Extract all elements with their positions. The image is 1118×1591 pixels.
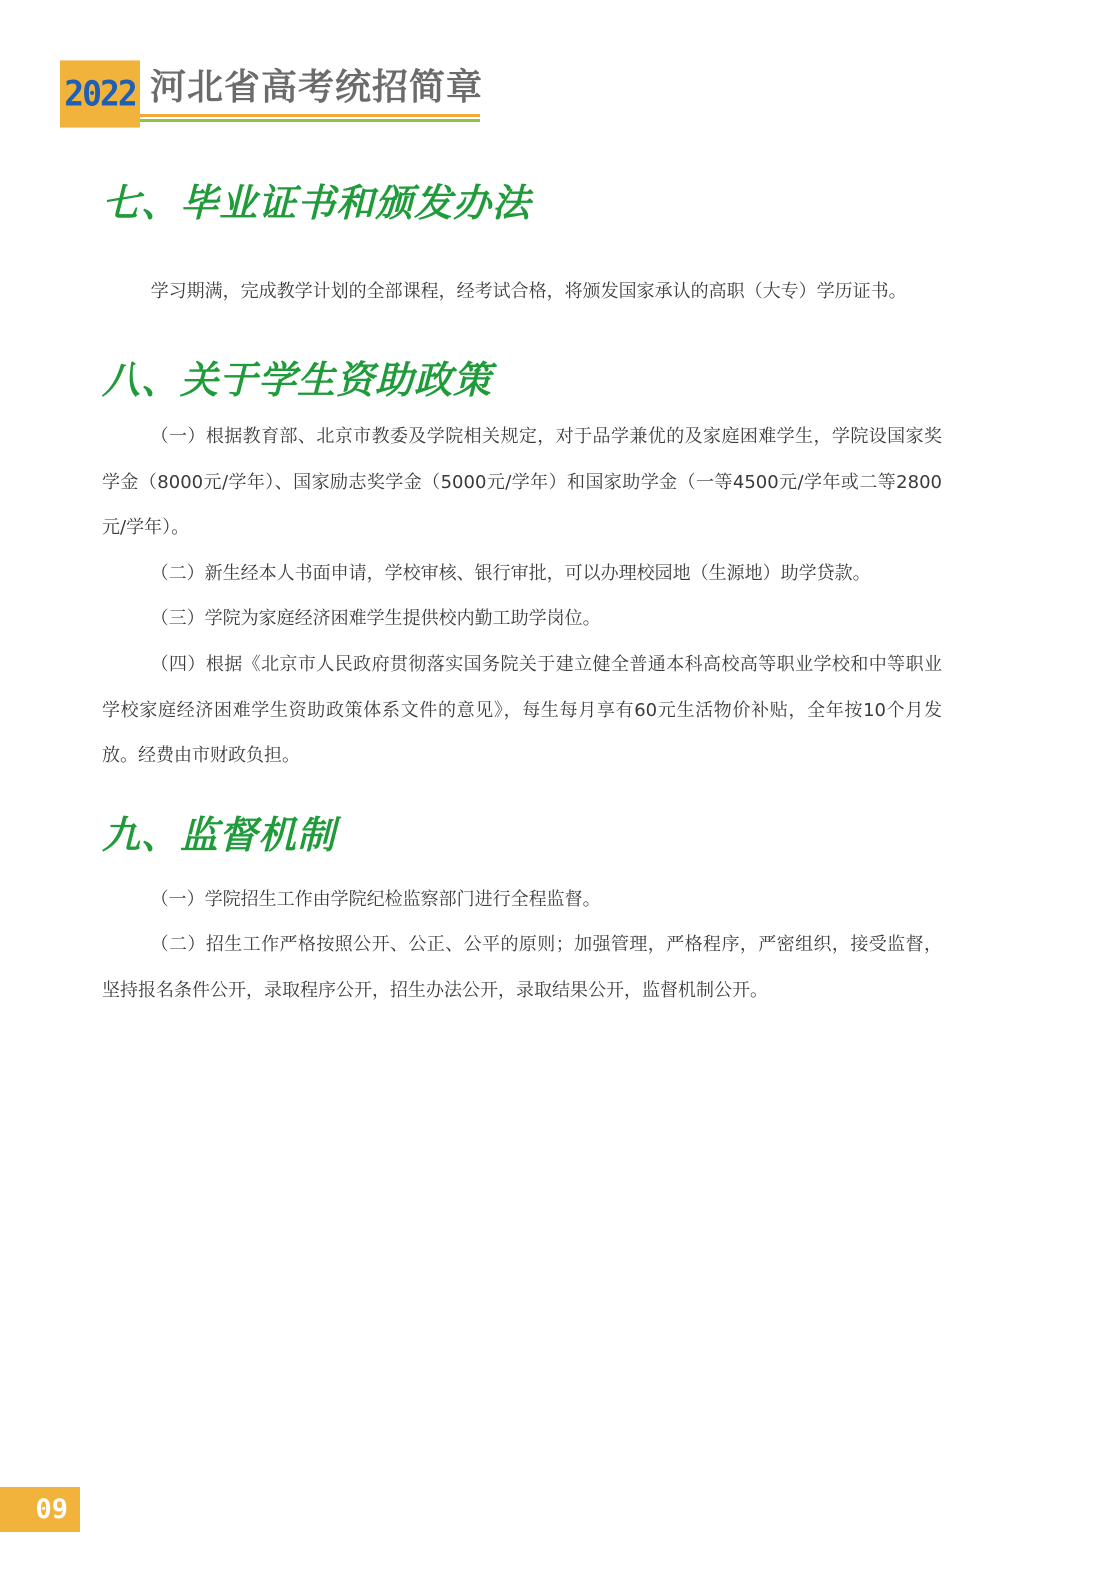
header-divider-green bbox=[140, 119, 480, 122]
paragraph-graduation-certificate: 学习期满，完成教学计划的全部课程，经考试合格，将颁发国家承认的高职（大专）学历证书。 bbox=[150, 281, 907, 302]
page-number: 09 bbox=[0, 1487, 80, 1532]
section-heading-supervision: 九、监督机制 bbox=[102, 813, 337, 857]
paragraph-aid-loans: （二）新生经本人书面申请，学校审核、银行审批，可以办理校园地（生源地）助学贷款。 bbox=[150, 563, 871, 584]
page-header bbox=[60, 62, 500, 128]
header-divider-orange bbox=[140, 114, 480, 117]
paragraph-aid-scholarships: （一）根据教育部、北京市教委及学院相关规定，对于品学兼优的及家庭困难学生，学院设国家奖学金（8000元/学年）、国家励志奖学金（5000元/学年）和国家助学金（一等4500元/学年或二等2800元/学年）。 bbox=[102, 426, 942, 538]
paragraph-supervision-department: （一）学院招生工作由学院纪检监察部门进行全程监督。 bbox=[150, 889, 601, 910]
paragraph-aid-living-subsidy: （四）根据《北京市人民政府贯彻落实国务院关于建立健全普通本科高校高等职业学校和中等职业学校家庭经济困难学生资助政策体系文件的意见》，每生每月享有60元生活物价补贴，全年按10个月发放。经费由市财政负担。 bbox=[102, 654, 942, 766]
section-heading-graduation-certificate: 七、毕业证书和颁发办法 bbox=[102, 181, 532, 225]
section-heading-student-aid: 八、关于学生资助政策 bbox=[102, 358, 493, 402]
paragraph-aid-work-study: （三）学院为家庭经济困难学生提供校内勤工助学岗位。 bbox=[150, 608, 601, 629]
paragraph-supervision-principles: （二）招生工作严格按照公开、公正、公平的原则；加强管理，严格程序，严密组织，接受监督，坚持报名条件公开，录取程序公开，招生办法公开，录取结果公开，监督机制公开。 bbox=[102, 934, 942, 1001]
brochure-title: 河北省高考统招简章 bbox=[150, 67, 484, 108]
year-badge: 2022 bbox=[60, 60, 140, 127]
